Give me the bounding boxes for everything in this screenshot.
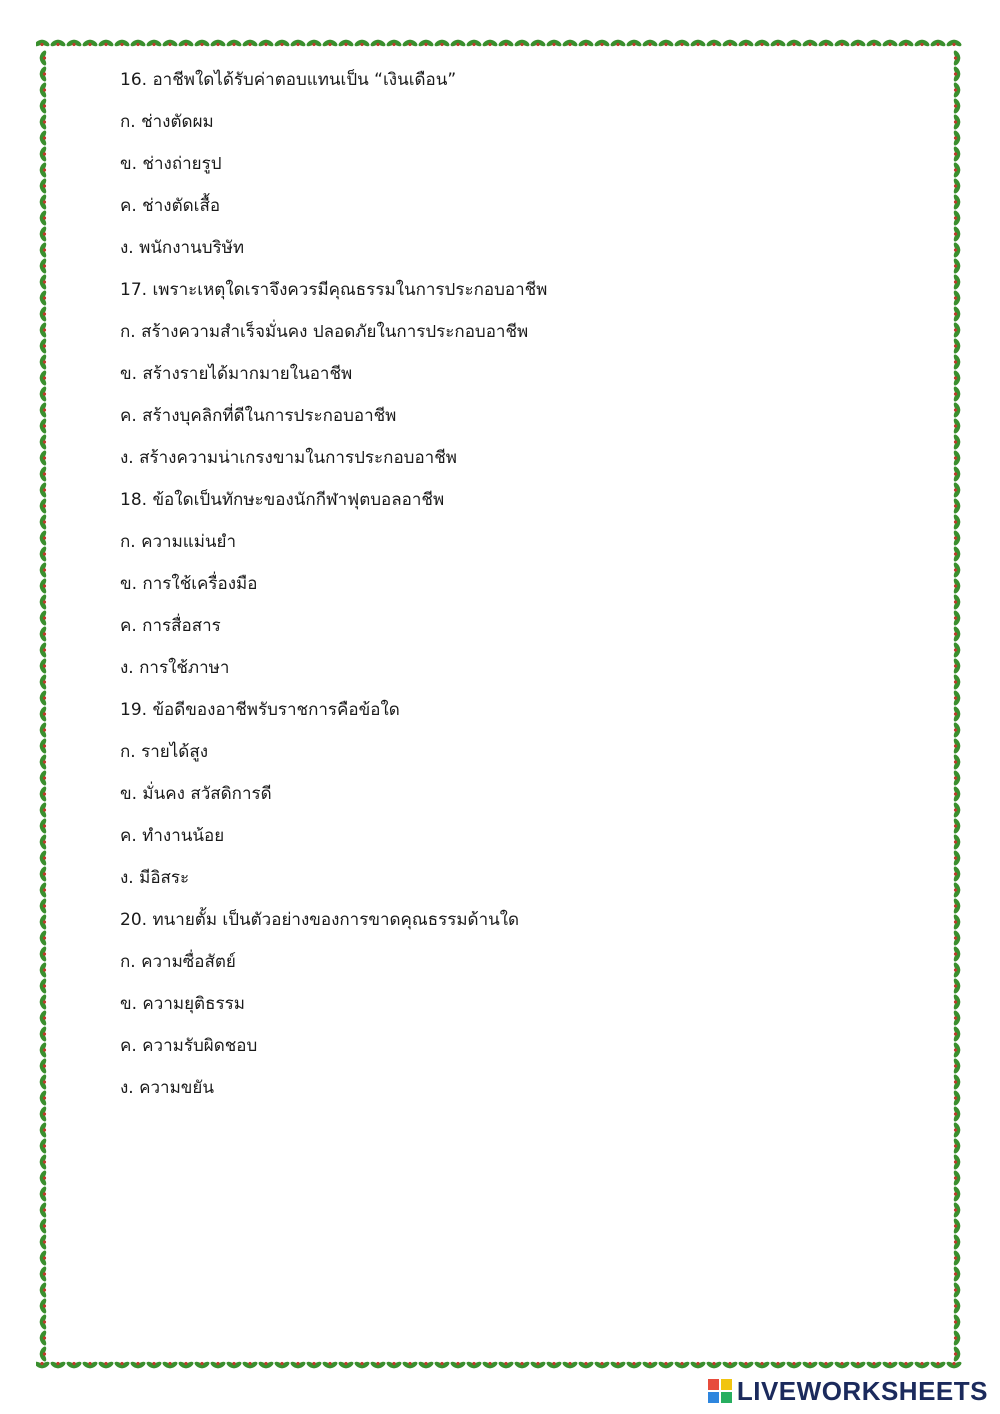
answer-option[interactable]: ก. ความซื่อสัตย์: [120, 952, 236, 972]
question-title: 17. เพราะเหตุใดเราจึงควรมีคุณธรรมในการประกอบอาชีพ: [120, 280, 548, 300]
answer-option[interactable]: ข. การใช้เครื่องมือ: [120, 574, 258, 594]
question-17: [120, 280, 880, 468]
answer-option[interactable]: ข. สร้างรายได้มากมายในอาชีพ: [120, 364, 353, 384]
answer-option[interactable]: ก. สร้างความสำเร็จมั่นคง ปลอดภัยในการประกอบอาชีพ: [120, 322, 529, 342]
answer-option[interactable]: ค. สร้างบุคลิกที่ดีในการประกอบอาชีพ: [120, 406, 397, 426]
answer-option[interactable]: ข. มั่นคง สวัสดิการดี: [120, 784, 272, 804]
question-title: 20. ทนายตั้ม เป็นตัวอย่างของการขาดคุณธรรมด้านใด: [120, 910, 520, 930]
answer-option[interactable]: ข. ช่างถ่ายรูป: [120, 154, 222, 174]
question-title: 19. ข้อดีของอาชีพรับราชการคือข้อใด: [120, 700, 400, 720]
question-title: 16. อาชีพใดได้รับค่าตอบแทนเป็น “เงินเดือน”: [120, 70, 457, 90]
question-18: [120, 490, 880, 678]
answer-option[interactable]: ค. ช่างตัดเสื้อ: [120, 196, 221, 216]
answer-option[interactable]: ง. มีอิสระ: [120, 868, 190, 888]
answer-option[interactable]: ง. การใช้ภาษา: [120, 658, 230, 678]
answer-option[interactable]: ง. ความขยัน: [120, 1078, 214, 1098]
answer-option[interactable]: ค. ความรับผิดชอบ: [120, 1036, 258, 1056]
answer-option[interactable]: ง. สร้างความน่าเกรงขามในการประกอบอาชีพ: [120, 448, 457, 468]
liveworksheets-logo[interactable]: [707, 1376, 988, 1406]
answer-option[interactable]: ค. การสื่อสาร: [120, 616, 221, 636]
answer-option[interactable]: ข. ความยุติธรรม: [120, 994, 245, 1014]
question-19: [120, 700, 880, 888]
question-16: [120, 70, 880, 258]
question-title: 18. ข้อใดเป็นทักษะของนักกีฬาฟุตบอลอาชีพ: [120, 490, 445, 510]
answer-option[interactable]: ค. ทำงานน้อย: [120, 826, 225, 846]
answer-option[interactable]: ก. ความแม่นยำ: [120, 532, 237, 552]
liveworksheets-logo-icon: [707, 1378, 733, 1404]
worksheet-content: [120, 70, 880, 1120]
answer-option[interactable]: ก. รายได้สูง: [120, 742, 209, 762]
question-20: [120, 910, 880, 1098]
answer-option[interactable]: ก. ช่างตัดผม: [120, 112, 214, 132]
logo-text: LIVEWORKSHEETS: [736, 1375, 988, 1406]
answer-option[interactable]: ง. พนักงานบริษัท: [120, 238, 245, 258]
